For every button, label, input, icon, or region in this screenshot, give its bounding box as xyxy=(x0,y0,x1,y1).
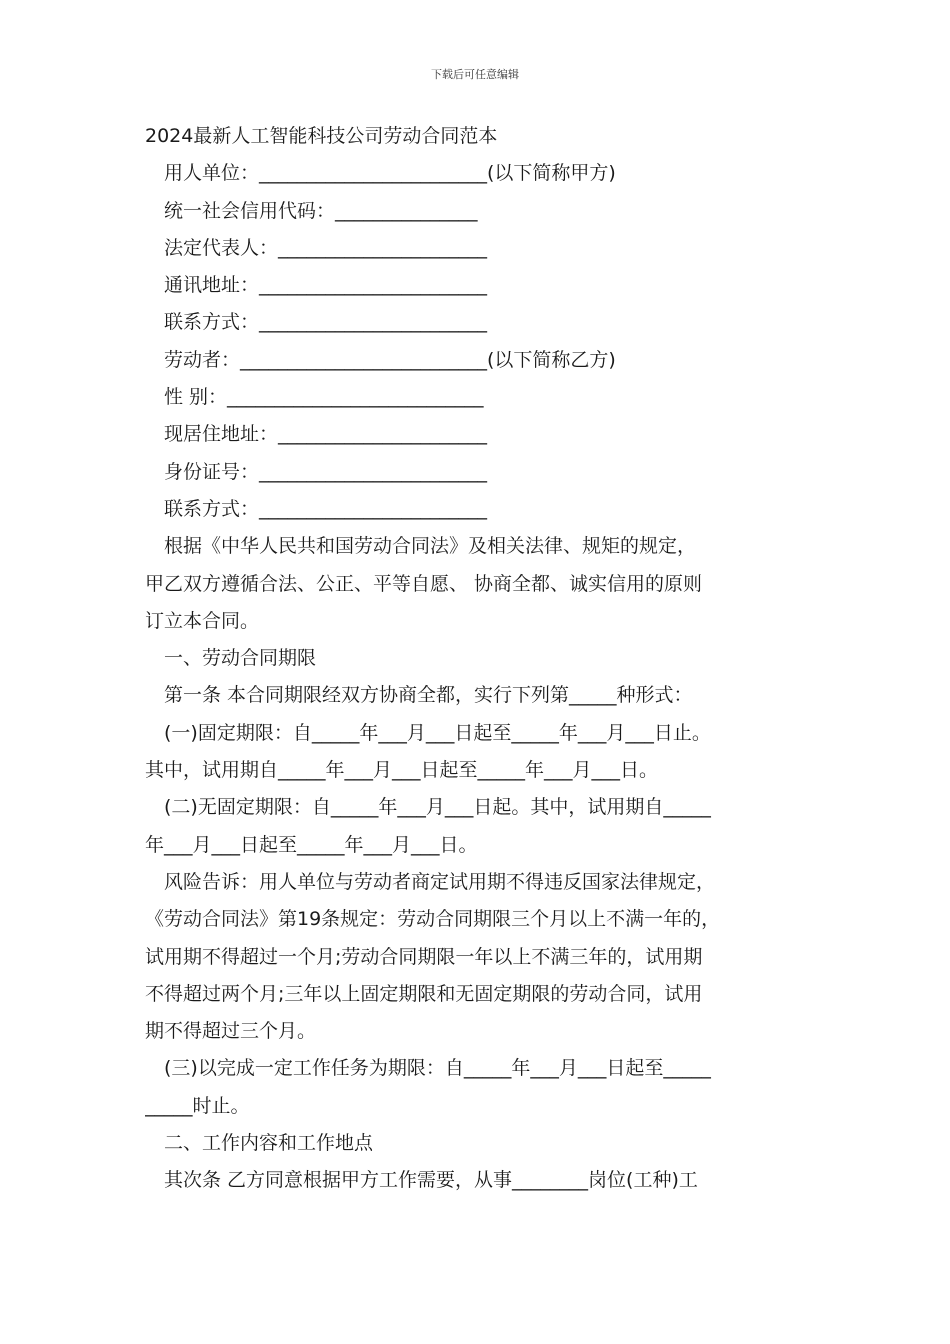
gender-field: 性 别：___________________________ xyxy=(164,386,484,409)
paragraph-line: 不得超过两个月;三年以上固定期限和无固定期限的劳动合同，试用 xyxy=(145,982,703,1005)
document-title: 2024最新人工智能科技公司劳动合同范本 xyxy=(145,125,498,147)
credit-code-field: 统一社会信用代码：_______________ xyxy=(164,199,478,222)
paragraph-line: 第一条 本合同期限经双方协商全都，实行下列第_____种形式： xyxy=(164,684,693,707)
paragraph-line: (一)固定期限：自_____年___月___日起至_____年___月___日止。 xyxy=(164,721,711,744)
employer-address-field: 通讯地址：________________________ xyxy=(164,274,488,297)
section-heading: 二、工作内容和工作地点 xyxy=(164,1132,374,1155)
id-number-field: 身份证号：________________________ xyxy=(164,460,488,483)
employer-field: 用人单位：________________________(以下简称甲方) xyxy=(164,162,616,185)
section-heading: 一、劳动合同期限 xyxy=(164,647,317,670)
page-header-note: 下载后可任意编辑 xyxy=(431,68,519,81)
employer-contact-field: 联系方式：________________________ xyxy=(164,311,488,334)
legal-representative-field: 法定代表人：______________________ xyxy=(164,236,488,259)
paragraph-line: (二)无固定期限：自_____年___月___日起。其中，试用期自_____ xyxy=(164,796,711,819)
employee-contact-field: 联系方式：________________________ xyxy=(164,497,488,520)
document-body xyxy=(145,118,810,1200)
paragraph-line: 年___月___日起至_____年___月___日。 xyxy=(145,833,478,856)
paragraph-line: 其中，试用期自_____年___月___日起至_____年___月___日。 xyxy=(145,759,659,782)
paragraph-line: 风险告诉：用人单位与劳动者商定试用期不得违反国家法律规定， xyxy=(164,870,716,893)
employee-field: 劳动者：__________________________(以下简称乙方) xyxy=(164,348,616,371)
paragraph-line: (三)以完成一定工作任务为期限：自_____年___月___日起至_____ xyxy=(164,1057,711,1080)
paragraph-line: 根据《中华人民共和国劳动合同法》及相关法律、规矩的规定， xyxy=(164,535,697,558)
paragraph-line: 甲乙双方遵循合法、公正、平等自愿、 协商全都、诚实信用的原则 xyxy=(145,572,703,595)
paragraph-line: 订立本合同。 xyxy=(145,609,260,632)
paragraph-line: 其次条 乙方同意根据甲方工作需要，从事________岗位(工种)工 xyxy=(164,1169,698,1192)
paragraph-line: _____时止。 xyxy=(145,1094,250,1117)
paragraph-line: 试用期不得超过一个月;劳动合同期限一年以上不满三年的，试用期 xyxy=(145,945,703,968)
paragraph-line: 《劳动合同法》第19条规定：劳动合同期限三个月以上不满一年的， xyxy=(145,908,721,931)
current-address-field: 现居住地址：______________________ xyxy=(164,423,488,446)
paragraph-line: 期不得超过三个月。 xyxy=(145,1020,317,1043)
